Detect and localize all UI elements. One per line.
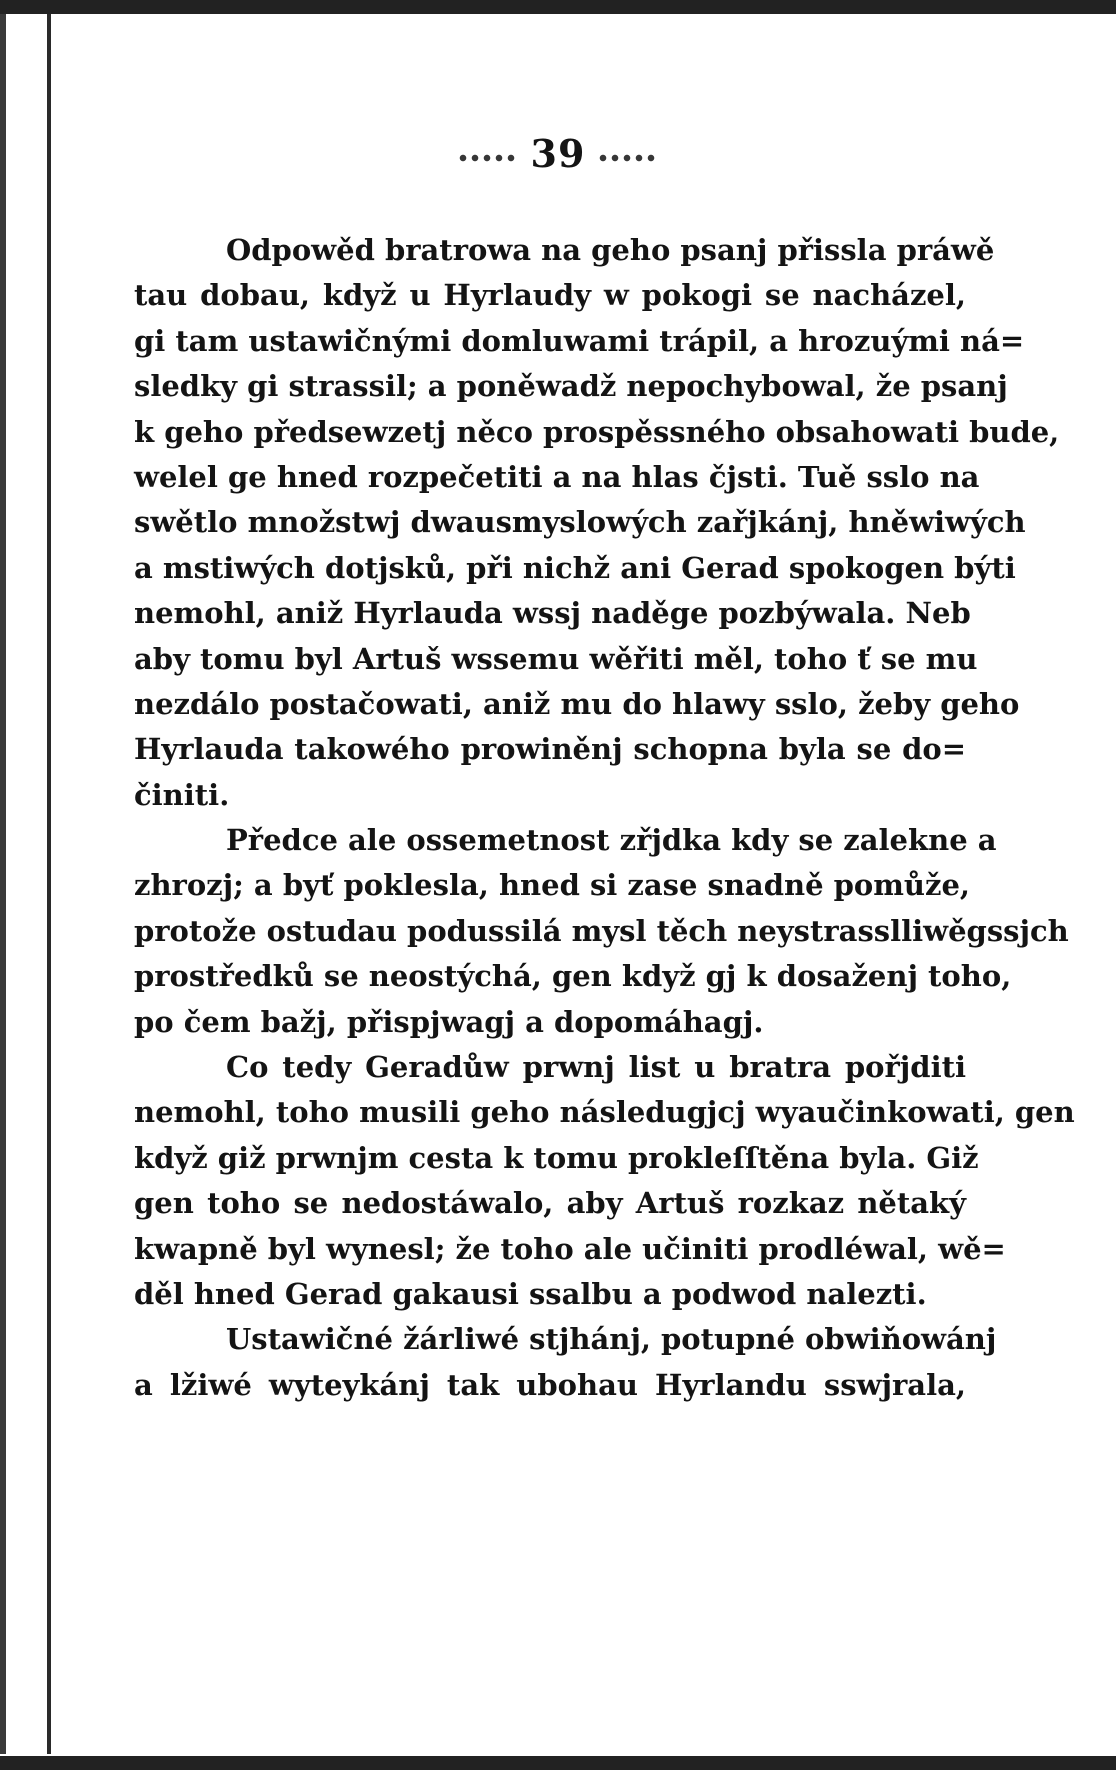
- header-ornament-right: [597, 153, 659, 163]
- page-number: 39: [530, 131, 586, 176]
- text-line: welel ge hned rozpečetiti a na hlas čjsti. Tuě sslo na: [134, 459, 980, 494]
- text-line: swětlo množstwj dwausmyslowých zařjkánj, hněwiwých: [134, 505, 1026, 540]
- scan-top-border: [0, 0, 1116, 14]
- scan-bottom-border: [0, 1756, 1116, 1770]
- page-left-rule: [47, 14, 51, 1754]
- text-line: aby tomu byl Artuš wssemu wěřiti měl, toho ť se mu: [134, 641, 978, 676]
- text-line: Ustawičné žárliwé stjhánj, potupné obwiňowánj: [226, 1322, 997, 1357]
- text-line: protože ostudau podussilá mysl těch neystrasslliwěgssjch: [134, 913, 1069, 948]
- body-text: [134, 228, 1075, 1408]
- page-header: [0, 132, 1116, 176]
- text-line: tau dobau, když u Hyrlaudy w pokogi se nacházel,: [134, 278, 966, 313]
- text-line: Předce ale ossemetnost zřjdka kdy se zalekne a: [226, 823, 997, 858]
- text-line: a mstiwých dotjsků, při nichž ani Gerad spokogen býti: [134, 550, 1016, 585]
- text-line: nezdálo postačowati, aniž mu do hlawy sslo, žeby geho: [134, 686, 1020, 721]
- text-line: když giž prwnjm cesta k tomu prokleſſtěna byla. Giž: [134, 1140, 979, 1175]
- text-line: sledky gi strassil; a poněwadž nepochybowal, že psanj: [134, 369, 1008, 404]
- text-line: zhrozj; a byť poklesla, hned si zase snadně pomůže,: [134, 868, 971, 903]
- text-line: Co tedy Geradůw prwnj list u bratra pořjditi: [226, 1050, 966, 1085]
- text-line: Hyrlauda takowého prowiněnj schopna byla se do=: [134, 732, 966, 767]
- text-line: Odpowěd bratrowa na geho psanj přissla práwě: [226, 233, 995, 267]
- text-line: a lžiwé wyteykánj tak ubohau Hyrlandu sswjrala,: [134, 1367, 966, 1402]
- text-line: činiti.: [134, 777, 230, 812]
- text-line: děl hned Gerad gakausi ssalbu a podwod nalezti.: [134, 1276, 927, 1311]
- text-line: gi tam ustawičnými domluwami trápil, a hrozuými ná=: [134, 323, 1025, 358]
- text-line: gen toho se nedostáwalo, aby Artuš rozkaz nětaký: [134, 1186, 966, 1221]
- text-line: nemohl, aniž Hyrlauda wssj naděge pozbýwala. Neb: [134, 596, 971, 631]
- header-ornament-left: [457, 153, 519, 163]
- text-line: prostředků se neostýchá, gen když gj k dosaženj toho,: [134, 959, 1012, 994]
- scan-left-edge: [0, 14, 6, 1754]
- text-line: kwapně byl wynesl; že toho ale učiniti prodléwal, wě=: [134, 1231, 1006, 1266]
- text-line: k geho předsewzetj něco prospěssného obsahowati bude,: [134, 414, 1060, 449]
- text-line: nemohl, toho musili geho následugjcj wyaučinkowati, gen: [134, 1095, 1075, 1130]
- text-line: po čem bažj, přispjwagj a dopomáhagj.: [134, 1004, 764, 1039]
